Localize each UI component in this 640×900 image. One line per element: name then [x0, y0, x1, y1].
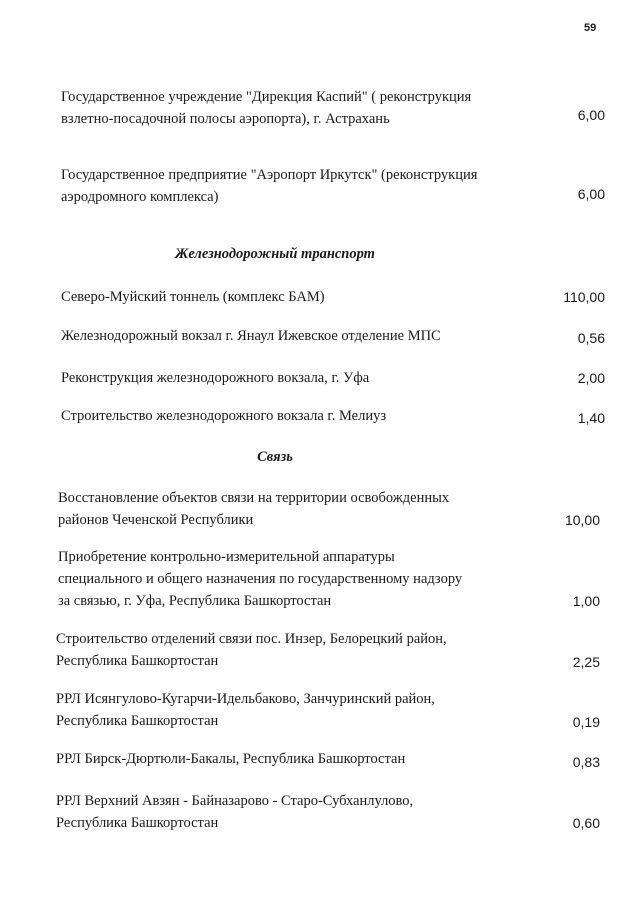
section-title-comm: Связь [257, 449, 293, 465]
list-item-name: Государственное учреждение "Дирекция Каспий" ( реконструкция взлетно-посадочной полосы аэропорта), г. Астрахань [61, 89, 472, 127]
list-item-value: 0,56 [577, 330, 605, 346]
list-item-value: 2,25 [572, 654, 600, 670]
list-item-value: 6,00 [577, 186, 605, 202]
list-item-value: 0,83 [572, 754, 600, 770]
list-item-value: 2,00 [577, 370, 605, 386]
list-item-value: 0,60 [572, 815, 600, 831]
list-item-name: Восстановление объектов связи на территории освобожденных районов Чеченской Республики [58, 490, 450, 528]
list-item-name: Приобретение контрольно-измерительной аппаратуры специального и общего назначения по государственному надзору за связью, г. Уфа, Республика Башкортостан [58, 549, 463, 609]
list-item-name: Реконструкция железнодорожного вокзала, г. Уфа [61, 370, 370, 386]
list-item-name: РРЛ Верхний Авзян - Байназарово - Старо-Субханлулово, Республика Башкортостан [56, 793, 414, 831]
list-item-name: Государственное предприятие "Аэропорт Иркутск" (реконструкция аэродромного комплекса) [61, 167, 478, 205]
list-item-name: РРЛ Исянгулово-Кугарчи-Идельбаково, Занчуринский район, Республика Башкортостан [56, 691, 435, 729]
list-item-name: Строительство отделений связи пос. Инзер, Белорецкий район, Республика Башкортостан [56, 631, 447, 669]
page-number: 59 [584, 22, 597, 34]
list-item-value: 10,00 [564, 512, 600, 528]
list-item-value: 0,19 [572, 714, 600, 730]
section-title-rail: Железнодорожный транспорт [175, 246, 375, 262]
list-item-name: РРЛ Бирск-Дюртюли-Бакалы, Республика Башкортостан [56, 751, 406, 767]
list-item-value: 1,40 [577, 410, 605, 426]
list-item-value: 6,00 [577, 107, 605, 123]
list-item-name: Северо-Муйский тоннель (комплекс БАМ) [61, 289, 325, 305]
list-item-value: 1,00 [572, 593, 600, 609]
list-item-value: 110,00 [563, 289, 605, 305]
list-item-name: Железнодорожный вокзал г. Янаул Ижевское отделение МПС [61, 328, 441, 344]
list-item-name: Строительство железнодорожного вокзала г. Мелиуз [61, 408, 387, 424]
